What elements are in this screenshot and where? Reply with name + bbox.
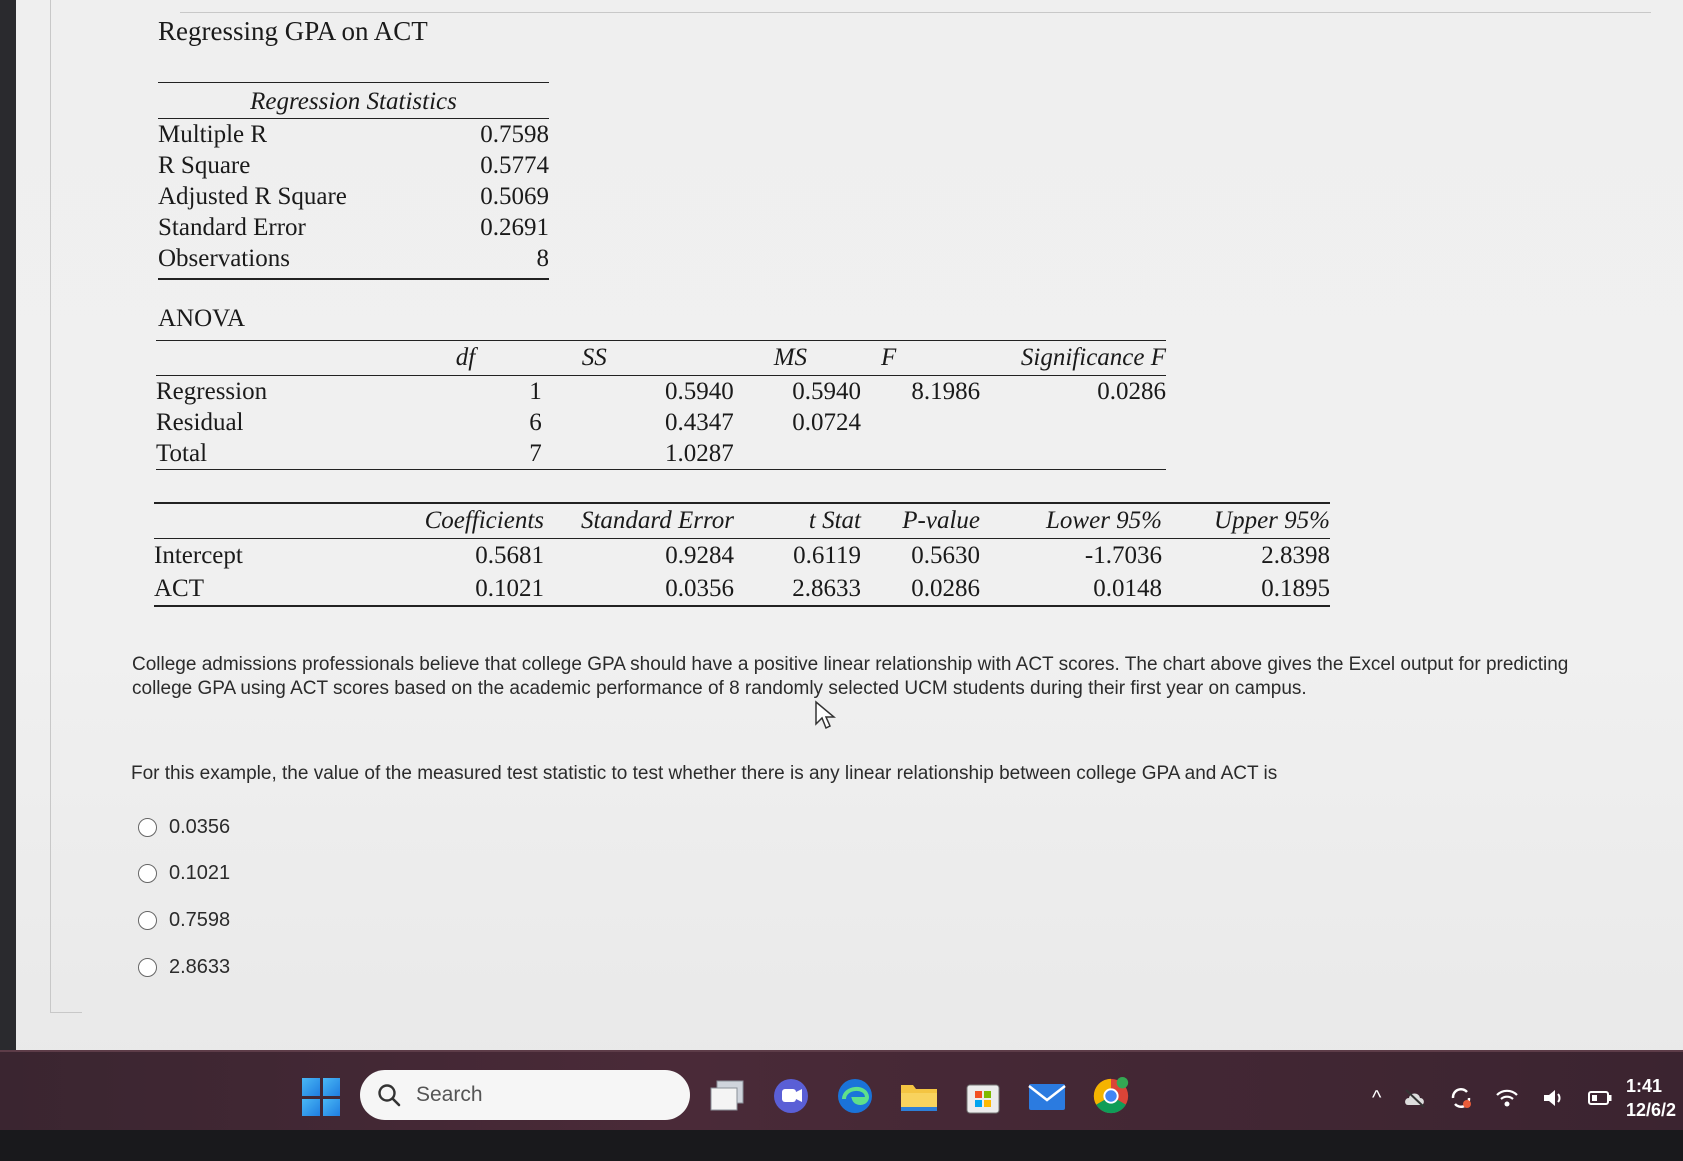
file-explorer-icon[interactable]: [899, 1076, 939, 1116]
anova-ss: 1.0287: [664, 439, 734, 467]
coef-t-stat: 0.6119: [793, 541, 861, 569]
search-icon: [376, 1082, 402, 1108]
answer-option[interactable]: [138, 862, 230, 885]
cloud-offline-icon[interactable]: [1403, 1087, 1427, 1109]
coef-row-label: ACT: [154, 574, 204, 602]
system-tray: [1372, 1086, 1613, 1110]
stat-row: [158, 212, 549, 243]
radio-button[interactable]: [138, 818, 157, 837]
stat-label: Observations: [158, 245, 290, 272]
coefficients-table: [154, 502, 1330, 607]
coef-upper-95: 2.8398: [1261, 541, 1330, 569]
stat-row: [158, 150, 549, 181]
taskbar: [0, 1050, 1683, 1132]
regression-statistics-table: [158, 82, 549, 280]
answer-option-label: 0.7598: [169, 909, 231, 931]
screen-bezel: [0, 0, 16, 1068]
search-label: Search: [416, 1083, 483, 1106]
anova-ms: 0.0724: [792, 408, 861, 436]
anova-f: 8.1986: [911, 377, 981, 405]
anova-sig: 0.0286: [1097, 377, 1166, 405]
coefficients-header-row: [154, 503, 1330, 539]
coef-header-p-value: P-value: [902, 507, 980, 534]
radio-button[interactable]: [138, 958, 157, 977]
stat-label: Adjusted R Square: [158, 183, 347, 210]
coef-value: 0.1021: [475, 574, 544, 602]
radio-button[interactable]: [138, 864, 157, 883]
taskbar-clock[interactable]: [1626, 1074, 1676, 1122]
stat-value: 0.5774: [480, 152, 549, 179]
page-frame-foot: [50, 1012, 82, 1013]
mouse-cursor-icon: [814, 700, 836, 730]
anova-ss: 0.5940: [664, 377, 734, 405]
coef-header-lower-95: Lower 95%: [1046, 507, 1162, 534]
coef-upper-95: 0.1895: [1261, 574, 1330, 602]
stat-label: Standard Error: [158, 214, 306, 241]
volume-icon[interactable]: [1541, 1087, 1565, 1109]
coef-header-upper-95: Upper 95%: [1214, 507, 1330, 534]
chevron-up-icon[interactable]: ^: [1372, 1086, 1382, 1109]
anova-sig: [980, 407, 1166, 438]
stat-label: Multiple R: [158, 121, 268, 148]
stat-value: 8: [536, 245, 549, 272]
anova-header-ms: MS: [773, 344, 808, 371]
anova-title: ANOVA: [158, 305, 246, 332]
anova-row: [156, 407, 1166, 438]
coef-lower-95: -1.7036: [1084, 541, 1162, 569]
anova-header-significance-f: Significance F: [1020, 344, 1166, 371]
question-text: For this example, the value of the measured test statistic to test whether there is any linear relationship between college GPA and ACT is: [131, 763, 1278, 784]
anova-ss: 0.4347: [664, 408, 734, 436]
stat-row: [158, 119, 549, 150]
sync-icon[interactable]: [1449, 1086, 1473, 1110]
chat-icon[interactable]: [771, 1076, 811, 1116]
store-icon[interactable]: [963, 1076, 1003, 1116]
stat-value: 0.5069: [480, 183, 549, 210]
coef-lower-95: 0.0148: [1093, 574, 1162, 602]
coef-p-value: 0.0286: [911, 574, 980, 602]
screen-bezel-bottom: [0, 1130, 1683, 1161]
answer-option[interactable]: [138, 956, 230, 979]
answer-option-label: 2.8633: [169, 956, 231, 978]
wifi-icon[interactable]: [1495, 1088, 1519, 1108]
anova-header-ss: SS: [581, 344, 607, 371]
anova-row-label: Total: [156, 439, 208, 467]
anova-row: [156, 376, 1166, 408]
chrome-browser-icon[interactable]: [1091, 1076, 1131, 1116]
anova-header-row: [156, 341, 1166, 376]
regression-statistics-heading: Regression Statistics: [158, 83, 549, 119]
start-button[interactable]: [302, 1078, 340, 1116]
anova-sig: [980, 438, 1166, 470]
coef-standard-error: 0.0356: [665, 574, 734, 602]
anova-df: 6: [529, 408, 542, 436]
coefficients-row: [154, 572, 1330, 606]
problem-description: College admissions professionals believe that college GPA should have a positive linear relationship with ACT scores. The chart above gives the Excel output for predicting college GPA using ACT scores based on the academic performance of 8 randomly selected UCM students during their first year on campus.: [132, 654, 1569, 699]
task-view-icon[interactable]: [707, 1076, 747, 1116]
anova-table: [156, 340, 1166, 470]
radio-button[interactable]: [138, 911, 157, 930]
coef-header-coefficients: Coefficients: [424, 507, 544, 534]
stat-value: 0.2691: [480, 214, 549, 241]
anova-df: 1: [529, 377, 542, 405]
edge-browser-icon[interactable]: [835, 1076, 875, 1116]
anova-row-label: Regression: [156, 377, 268, 405]
answer-option-label: 0.0356: [169, 816, 231, 838]
taskbar-search-box[interactable]: [360, 1070, 690, 1120]
anova-header-df: df: [455, 344, 476, 371]
stat-value: 0.7598: [480, 121, 549, 148]
answer-option[interactable]: [138, 816, 230, 839]
clock-time: 1:41: [1626, 1076, 1663, 1096]
mail-icon[interactable]: [1027, 1076, 1067, 1116]
coef-header-t-stat: t Stat: [808, 507, 861, 534]
answer-option-label: 0.1021: [169, 862, 231, 884]
anova-row: [156, 438, 1166, 470]
coef-t-stat: 2.8633: [792, 574, 861, 602]
anova-f: [861, 438, 980, 470]
coef-value: 0.5681: [475, 541, 544, 569]
anova-ms: [734, 438, 861, 470]
anova-ms: 0.5940: [792, 377, 861, 405]
anova-row-label: Residual: [156, 408, 244, 436]
anova-header-f: F: [880, 344, 897, 371]
clock-date: 12/6/2: [1626, 1100, 1677, 1120]
coef-row-label: Intercept: [154, 541, 243, 569]
coef-p-value: 0.5630: [911, 541, 980, 569]
anova-df: 7: [529, 439, 542, 467]
coef-header-standard-error: Standard Error: [580, 507, 734, 534]
page-frame-left: [50, 0, 51, 1012]
page-frame-top: [180, 12, 1651, 13]
stat-label: R Square: [158, 152, 251, 179]
stat-row: [158, 243, 549, 274]
coef-standard-error: 0.9284: [665, 541, 734, 569]
battery-icon[interactable]: [1587, 1089, 1613, 1107]
page-title: Regressing GPA on ACT: [158, 16, 428, 46]
anova-f: [861, 407, 980, 438]
stat-row: [158, 181, 549, 212]
coefficients-row: [154, 539, 1330, 573]
answer-option[interactable]: [138, 909, 230, 932]
